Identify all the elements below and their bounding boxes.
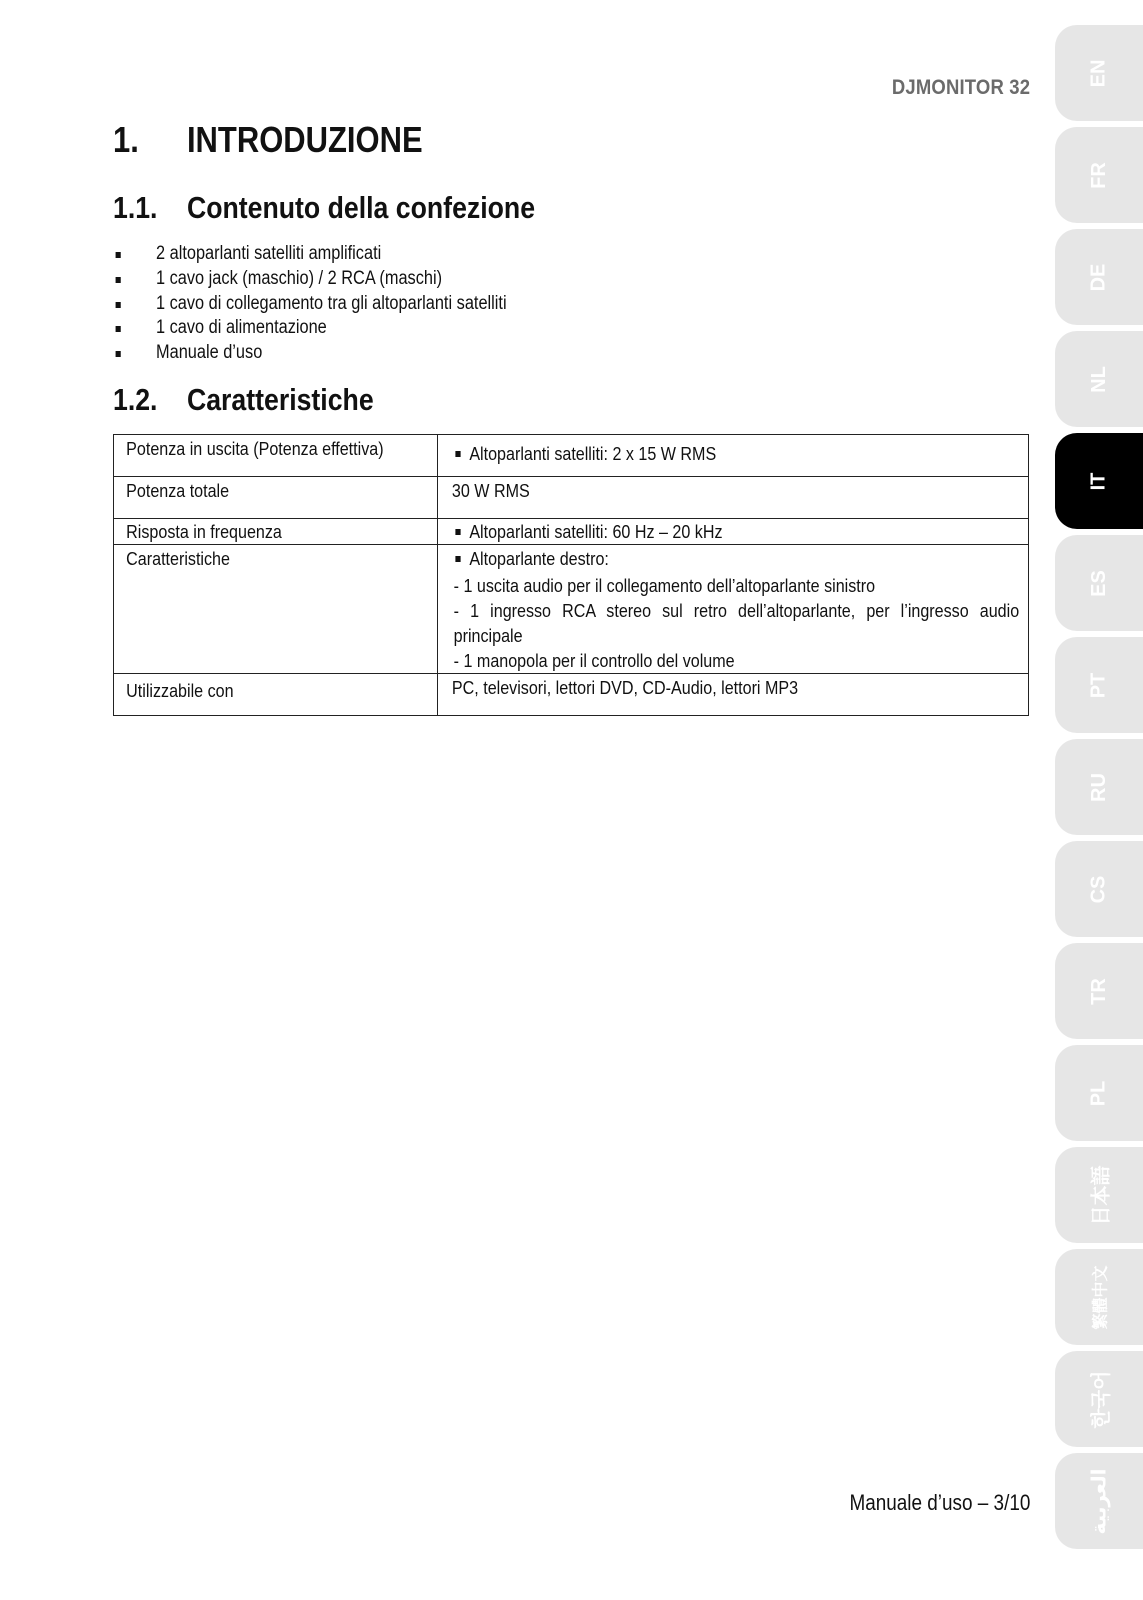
specifications-table <box>113 434 1029 716</box>
page-footer: Manuale d’uso – 3/10 <box>849 1490 1030 1515</box>
language-tab-tr[interactable]: TR <box>1055 943 1143 1039</box>
subsection-title: Contenuto della confezione <box>186 190 536 225</box>
subsection-number: 1.2. <box>113 382 158 417</box>
bullet-square-icon <box>116 252 121 258</box>
spec-label-cell: Potenza totale <box>114 477 438 519</box>
spec-value-cell: Altoparlanti satelliti: 60 Hz – 20 kHz <box>438 519 1029 545</box>
language-tab-ar[interactable]: العربية <box>1055 1453 1143 1549</box>
list-item: 1 cavo di alimentazione <box>113 316 507 341</box>
table-row <box>114 435 1029 477</box>
table-row <box>114 674 1029 716</box>
spec-label-cell: Potenza in uscita (Potenza effettiva) <box>114 435 438 477</box>
spec-label-cell: Caratteristiche <box>114 545 438 674</box>
bullet-square-icon <box>116 326 121 332</box>
header-product-name: DJMONITOR 32 <box>891 76 1030 99</box>
list-item: Manuale d’uso <box>113 341 507 366</box>
language-tab-es[interactable]: ES <box>1055 535 1143 631</box>
table-row <box>114 545 1029 674</box>
list-item: 1 cavo jack (maschio) / 2 RCA (maschi) <box>113 267 507 292</box>
language-tab-pt[interactable]: PT <box>1055 637 1143 733</box>
package-contents-list <box>113 242 571 366</box>
language-tab-en[interactable]: EN <box>1055 25 1143 121</box>
table-row <box>114 519 1029 545</box>
language-tab-ru[interactable]: RU <box>1055 739 1143 835</box>
spec-value-cell: Altoparlante destro: - 1 uscita audio per il collegamento dell’altoparlante sinistro - 1 ingresso RCA stereo sul retro dell’altoparlante, per l’ingresso audio principale - 1 manopola per il controllo del volume <box>438 545 1029 674</box>
subsection-heading-caratteristiche <box>113 382 374 418</box>
section-title: INTRODUZIONE <box>186 119 423 160</box>
bullet-square-icon <box>116 277 121 283</box>
bullet-square-icon <box>455 451 460 457</box>
list-item: 1 cavo di collegamento tra gli altoparlanti satelliti <box>113 292 507 317</box>
bullet-square-icon <box>116 351 121 357</box>
language-tab-pl[interactable]: PL <box>1055 1045 1143 1141</box>
list-item: 2 altoparlanti satelliti amplificati <box>113 242 507 267</box>
language-tab-ko[interactable]: 한국어 <box>1055 1351 1143 1447</box>
subsection-title: Caratteristiche <box>186 382 374 417</box>
spec-label-cell: Risposta in frequenza <box>114 519 438 545</box>
language-tabs <box>1055 25 1143 1555</box>
language-tab-fr[interactable]: FR <box>1055 127 1143 223</box>
language-tab-nl[interactable]: NL <box>1055 331 1143 427</box>
section-heading-introduzione <box>113 119 423 161</box>
bullet-square-icon <box>455 529 460 535</box>
language-tab-cs[interactable]: CS <box>1055 841 1143 937</box>
subsection-heading-contenuto <box>113 190 535 226</box>
spec-value-cell: Altoparlanti satelliti: 2 x 15 W RMS <box>438 435 1029 477</box>
spec-label-cell: Utilizzabile con <box>114 674 438 716</box>
section-number: 1. <box>113 119 139 160</box>
subsection-number: 1.1. <box>113 190 158 225</box>
language-tab-zh[interactable]: 繁體中文 <box>1055 1249 1143 1345</box>
table-row <box>114 477 1029 519</box>
bullet-square-icon <box>116 302 121 308</box>
language-tab-it[interactable]: IT <box>1055 433 1143 529</box>
spec-value-cell: PC, televisori, lettori DVD, CD-Audio, lettori MP3 <box>438 674 1029 716</box>
language-tab-ja[interactable]: 日本語 <box>1055 1147 1143 1243</box>
bullet-square-icon <box>455 556 460 562</box>
language-tab-de[interactable]: DE <box>1055 229 1143 325</box>
spec-value-cell: 30 W RMS <box>438 477 1029 519</box>
